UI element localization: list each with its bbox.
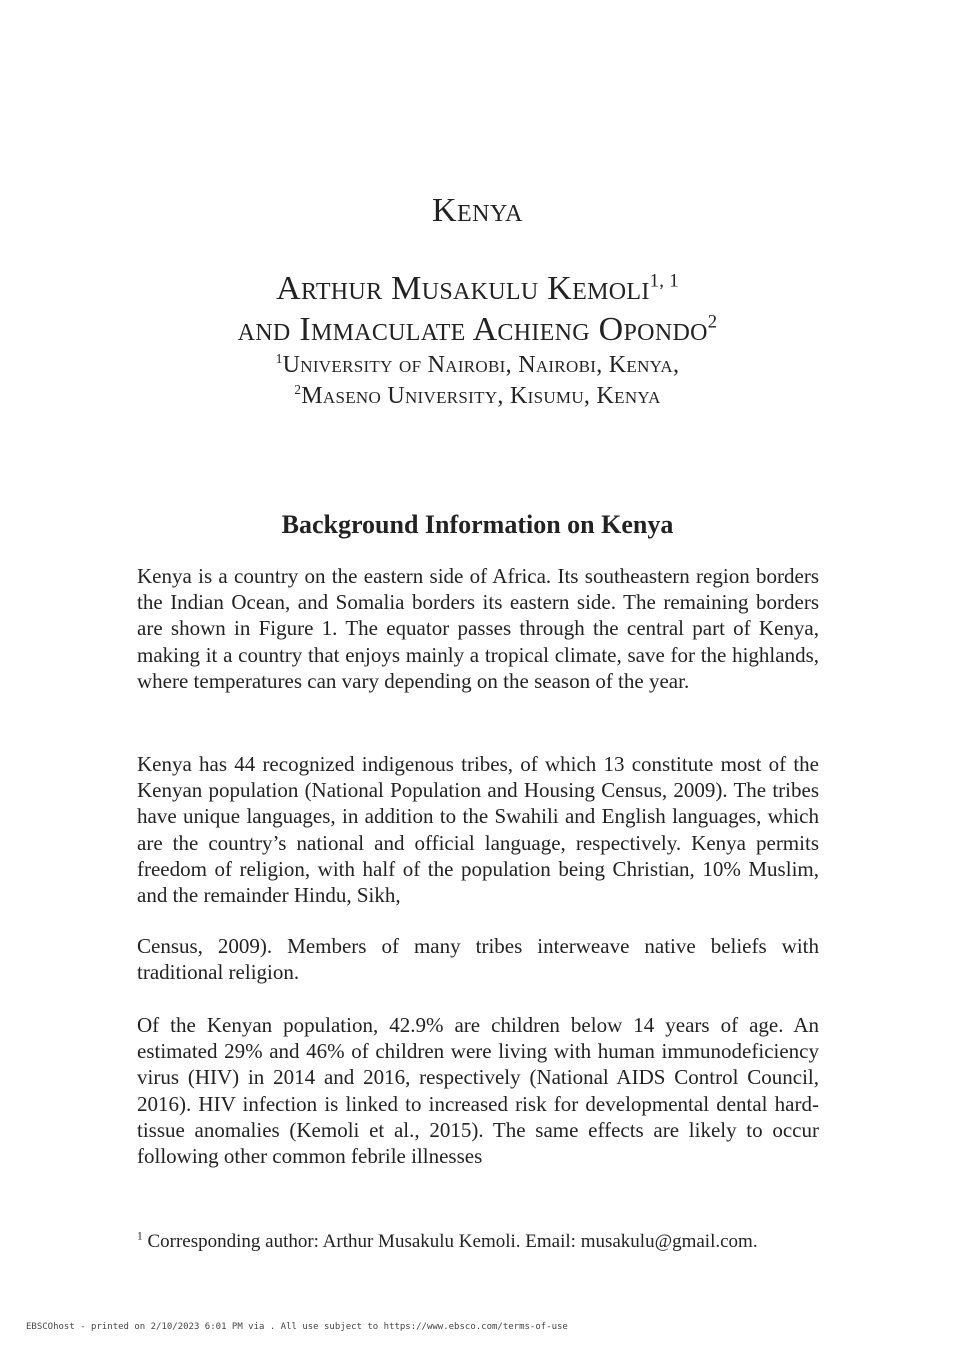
body-paragraph: Census, 2009). Members of many tribes interweave native beliefs with traditional religion. [137, 934, 819, 985]
affiliation-1 [0, 350, 955, 381]
author-superscript-2: 2 [707, 311, 718, 333]
author-name-2: and Immaculate Achieng Opondo [237, 311, 708, 348]
footnote-marker: 1 [137, 1230, 143, 1243]
affiliation-superscript-2: 2 [294, 382, 302, 397]
body-paragraph: Kenya has 44 recognized indigenous tribes, of which 13 constitute most of the Kenyan population (National Population and Housing Census, 2009). The tribes have unique languages, in addition to the Swahili and English languages, which are the country’s national and official language, respectively. Kenya permits freedom of religion, with half of the population being Christian, 10% Muslim, and the remainder Hindu, Sikh, [137, 752, 819, 908]
author-line-1 [0, 268, 955, 309]
affiliation-text-1: University of Nairobi, Nairobi, Kenya, [282, 352, 680, 378]
author-superscript-1: 1, 1 [649, 270, 679, 292]
body-paragraph: Kenya is a country on the eastern side of Africa. Its southeastern region borders the Indian Ocean, and Somalia borders its eastern side. The remaining borders are shown in Figure 1. The equator passes through the central part of Kenya, making it a country that enjoys mainly a tropical climate, save for the highlands, where temperatures can vary depending on the season of the year. [137, 564, 819, 693]
author-name-1: Arthur Musakulu Kemoli [276, 270, 650, 307]
footnote-text: Corresponding author: Arthur Musakulu Kemoli. Email: musakulu@gmail.com. [147, 1231, 758, 1252]
affiliation-2 [0, 381, 955, 412]
section-heading: Background Information on Kenya [281, 510, 674, 539]
footnote [137, 1230, 837, 1254]
affiliation-superscript-1: 1 [275, 351, 283, 366]
chapter-title: Kenya [431, 192, 524, 229]
print-footer: EBSCOhost - printed on 2/10/2023 6:01 PM via . All use subject to https://www.ebsco.com/terms-of-use [26, 1322, 568, 1332]
author-line-2 [0, 309, 955, 350]
author-block [0, 268, 955, 412]
affiliation-text-2: Maseno University, Kisumu, Kenya [301, 383, 661, 409]
body-paragraph: Of the Kenyan population, 42.9% are children below 14 years of age. An estimated 29% and 46% of children were living with human immunodeficiency virus (HIV) in 2014 and 2016, respectively (National AIDS Control Council, 2016). HIV infection is linked to increased risk for developmental dental hard-tissue anomalies (Kemoli et al., 2015). The same effects are likely to occur following other common febrile illnesses [137, 1013, 819, 1169]
